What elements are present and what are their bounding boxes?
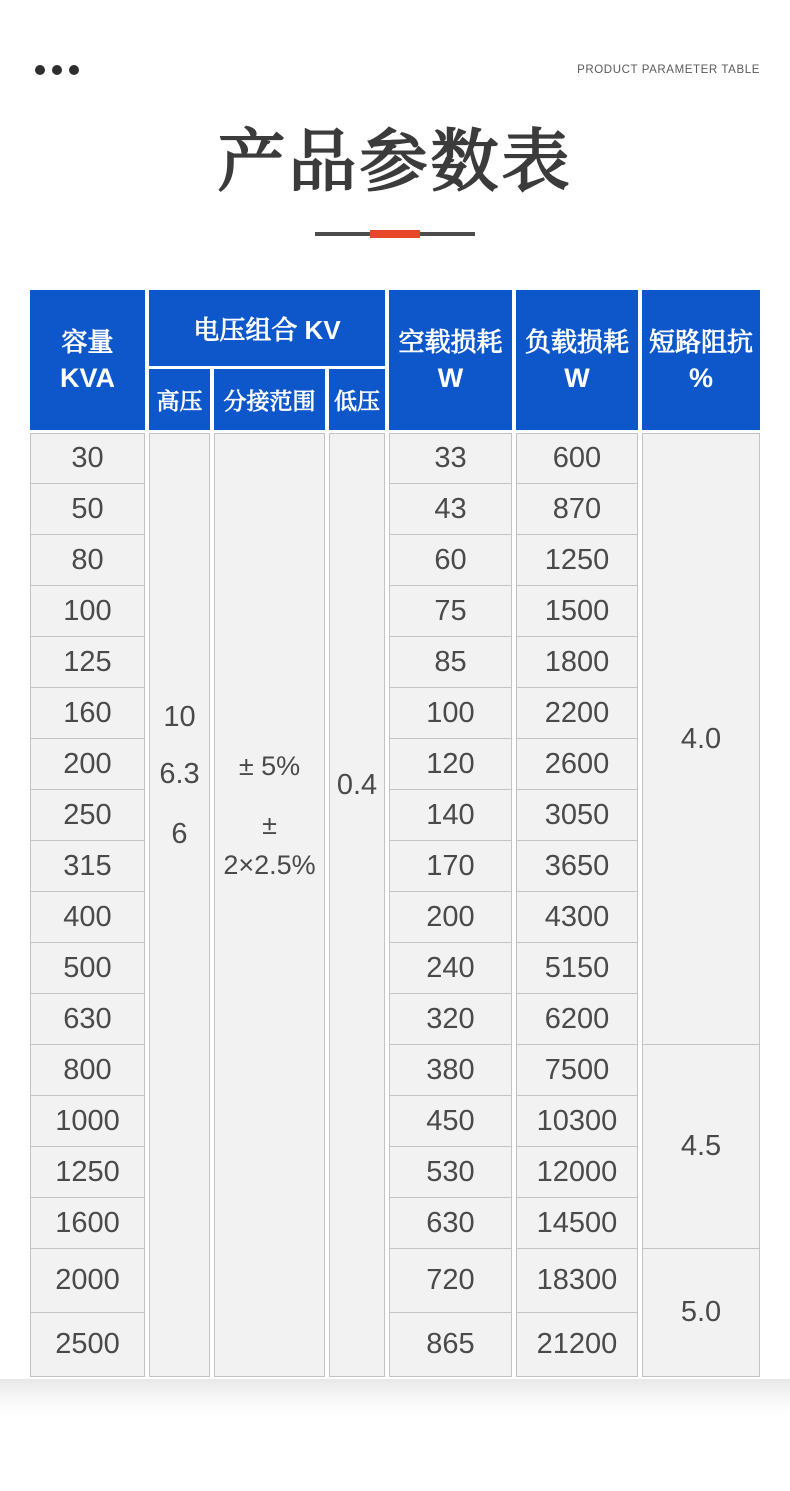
table-cell-no_load_loss_w: 85: [389, 637, 512, 688]
table-header: [30, 290, 760, 430]
table-cell-load_loss_w: 3650: [516, 841, 638, 892]
table-cell-capacity: 1000: [30, 1096, 145, 1147]
merged-cell-value: 10: [163, 701, 196, 733]
table-cell-capacity: 400: [30, 892, 145, 943]
english-subtitle: PRODUCT PARAMETER TABLE: [577, 64, 760, 76]
dot-icon: [35, 65, 45, 75]
table-cell-no_load_loss_w: 530: [389, 1147, 512, 1198]
impedance-column: [642, 433, 760, 1377]
header-no-load-loss-line2: W: [437, 363, 464, 393]
header-capacity-line1: 容量: [61, 327, 114, 357]
table-cell-load_loss_w: 21200: [516, 1313, 638, 1377]
table-cell-capacity: 630: [30, 994, 145, 1045]
table-cell-load_loss_w: 600: [516, 433, 638, 484]
table-cell-no_load_loss_w: 33: [389, 433, 512, 484]
table-cell-load_loss_w: 4300: [516, 892, 638, 943]
table-cell-load_loss_w: 6200: [516, 994, 638, 1045]
low-voltage-merged-cell: [329, 433, 385, 1377]
bottom-shadow: [0, 1379, 790, 1415]
table-cell-no_load_loss_w: 865: [389, 1313, 512, 1377]
tap-range-column: [214, 433, 325, 1377]
table-cell-no_load_loss_w: 170: [389, 841, 512, 892]
title-divider: [315, 230, 475, 238]
tap-range-merged-cell: [214, 433, 325, 1377]
dot-icon: [69, 65, 79, 75]
table-cell-load_loss_w: 1250: [516, 535, 638, 586]
table-cell-no_load_loss_w: 720: [389, 1249, 512, 1313]
header-load-loss-line1: 负载损耗: [524, 327, 629, 357]
table-cell-load_loss_w: 870: [516, 484, 638, 535]
table-cell-no_load_loss_w: 75: [389, 586, 512, 637]
impedance-merged-cell: 4.5: [642, 1045, 760, 1249]
table-cell-no_load_loss_w: 200: [389, 892, 512, 943]
table-cell-capacity: 800: [30, 1045, 145, 1096]
table-body: [30, 433, 760, 1377]
table-cell-no_load_loss_w: 320: [389, 994, 512, 1045]
merged-cell-value: ± 5%: [238, 751, 301, 781]
header-low-voltage: 低压: [329, 369, 385, 430]
merged-cell-value: 0.4: [336, 769, 378, 801]
divider-red-accent: [370, 230, 420, 238]
no-load-loss-column: [389, 433, 512, 1377]
dot-icon: [52, 65, 62, 75]
header-tap-range: 分接范围: [214, 369, 325, 430]
three-dots-icon: [35, 65, 79, 75]
table-cell-load_loss_w: 10300: [516, 1096, 638, 1147]
table-cell-load_loss_w: 2600: [516, 739, 638, 790]
table-cell-capacity: 315: [30, 841, 145, 892]
table-cell-capacity: 200: [30, 739, 145, 790]
header-impedance-line1: 短路阻抗: [648, 327, 753, 357]
table-cell-load_loss_w: 1800: [516, 637, 638, 688]
header-load-loss: [516, 290, 638, 430]
capacity-column: [30, 433, 145, 1377]
header-impedance-line2: %: [688, 363, 713, 393]
table-cell-no_load_loss_w: 240: [389, 943, 512, 994]
table-cell-no_load_loss_w: 43: [389, 484, 512, 535]
high-voltage-column: [149, 433, 210, 1377]
header-impedance: [642, 290, 760, 430]
table-cell-capacity: 30: [30, 433, 145, 484]
header-no-load-loss-line1: 空载损耗: [398, 327, 503, 357]
table-cell-capacity: 250: [30, 790, 145, 841]
header-no-load-loss: [389, 290, 512, 430]
table-cell-capacity: 80: [30, 535, 145, 586]
page-title: 产品参数表: [217, 124, 573, 200]
table-cell-no_load_loss_w: 100: [389, 688, 512, 739]
merged-cell-value: ± 2×2.5%: [223, 810, 316, 880]
load-loss-column: [516, 433, 638, 1377]
table-cell-capacity: 100: [30, 586, 145, 637]
merged-cell-value: 6.3: [159, 758, 200, 790]
table-cell-capacity: 500: [30, 943, 145, 994]
low-voltage-column: [329, 433, 385, 1377]
header-high-voltage: 高压: [149, 369, 210, 430]
table-cell-load_loss_w: 5150: [516, 943, 638, 994]
table-cell-load_loss_w: 3050: [516, 790, 638, 841]
table-cell-no_load_loss_w: 60: [389, 535, 512, 586]
table-cell-no_load_loss_w: 140: [389, 790, 512, 841]
top-bar: [0, 60, 790, 80]
header-voltage-combo: 电压组合 KV: [149, 290, 385, 366]
table-cell-load_loss_w: 2200: [516, 688, 638, 739]
table-cell-load_loss_w: 12000: [516, 1147, 638, 1198]
header-capacity: [30, 290, 145, 430]
table-cell-no_load_loss_w: 120: [389, 739, 512, 790]
table-cell-load_loss_w: 7500: [516, 1045, 638, 1096]
table-cell-capacity: 160: [30, 688, 145, 739]
table-cell-load_loss_w: 14500: [516, 1198, 638, 1249]
table-cell-no_load_loss_w: 380: [389, 1045, 512, 1096]
table-cell-capacity: 2000: [30, 1249, 145, 1313]
table-cell-load_loss_w: 1500: [516, 586, 638, 637]
impedance-merged-cell: 4.0: [642, 433, 760, 1045]
header-load-loss-line2: W: [564, 363, 590, 393]
table-cell-capacity: 50: [30, 484, 145, 535]
impedance-merged-cell: 5.0: [642, 1249, 760, 1377]
table-cell-no_load_loss_w: 450: [389, 1096, 512, 1147]
parameter-table: [30, 290, 760, 1377]
table-cell-capacity: 125: [30, 637, 145, 688]
table-cell-capacity: 1250: [30, 1147, 145, 1198]
high-voltage-merged-cell: [149, 433, 210, 1377]
table-cell-capacity: 2500: [30, 1313, 145, 1377]
table-cell-load_loss_w: 18300: [516, 1249, 638, 1313]
header-capacity-line2: KVA: [59, 363, 115, 393]
table-cell-capacity: 1600: [30, 1198, 145, 1249]
merged-cell-value: 6: [171, 818, 188, 850]
table-cell-no_load_loss_w: 630: [389, 1198, 512, 1249]
